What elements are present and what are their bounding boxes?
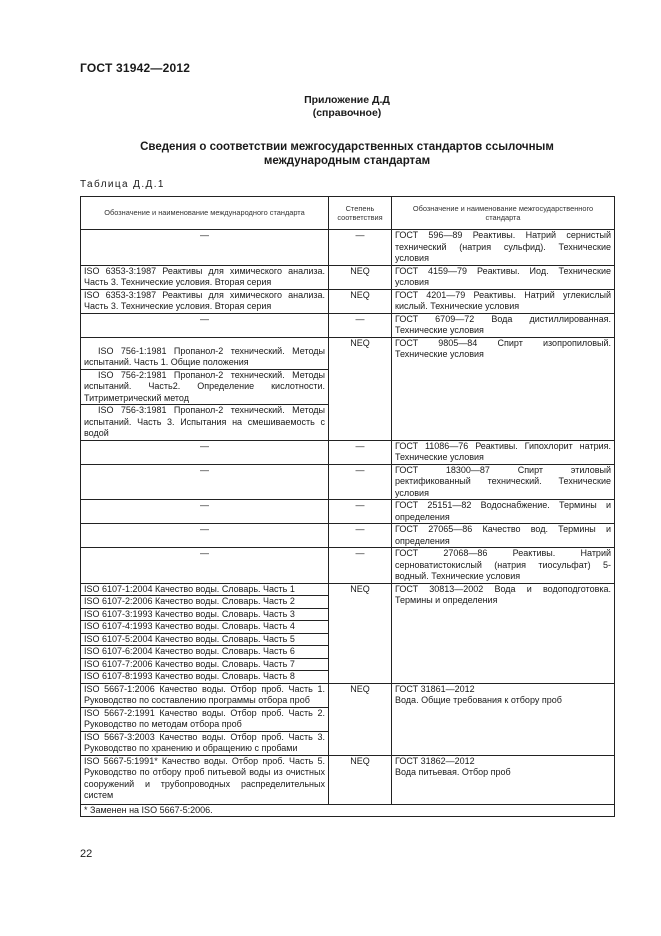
table-row (81, 683, 615, 707)
page-number: 22 (80, 848, 93, 860)
table-row (81, 230, 615, 266)
cell-interstate: ГОСТ 27068—86 Реактивы. Натрий серноватистокислый (натрия тиосульфат) 5-водный. Технические условия (392, 548, 615, 584)
cell-international: ISO 6107-2:2006 Качество воды. Словарь. Часть 2 (81, 596, 329, 609)
cell-interstate: ГОСТ 4201—79 Реактивы. Натрий углекислый кислый. Технические условия (392, 289, 615, 313)
header-interstate: Обозначение и наименование межгосударственного стандарта (392, 197, 615, 230)
appendix-subtitle: (справочное) (312, 107, 382, 119)
cell-degree: — (329, 440, 392, 464)
cell-international: ISO 5667-1:2006 Качество воды. Отбор проб. Часть 1. Руководство по составлению программы отбора проб (81, 683, 329, 707)
table-header-row (81, 197, 615, 230)
cell-interstate: ГОСТ 6709—72 Вода дистиллированная. Технические условия (392, 313, 615, 337)
cell-international: — (81, 500, 329, 524)
page-header-standard-code: ГОСТ 31942—2012 (80, 61, 191, 75)
cell-degree: — (329, 548, 392, 584)
cell-international: ISO 6107-4:1993 Качество воды. Словарь. Часть 4 (81, 621, 329, 634)
cell-international: — (81, 440, 329, 464)
cell-international: ISO 6107-6:2004 Качество воды. Словарь. Часть 6 (81, 646, 329, 659)
table-row (81, 500, 615, 524)
cell-international: ISO 756-2:1981 Пропанол-2 технический. Методы испытаний. Часть2. Определение кислотности. Титриметрический метод (81, 369, 329, 405)
interstate-title: Вода питьевая. Отбор проб (395, 767, 511, 777)
cell-international: ISO 6353-3:1987 Реактивы для химического анализа. Часть 3. Технические условия. Вторая серия (81, 265, 329, 289)
cell-interstate: ГОСТ 11086—76 Реактивы. Гипохлорит натрия. Технические условия (392, 440, 615, 464)
cell-international: ISO 756-1:1981 Пропанол-2 технический. Методы испытаний. Часть 1. Общие положения (81, 337, 329, 369)
table-row (81, 583, 615, 596)
table-row (81, 265, 615, 289)
table-row (81, 548, 615, 584)
cell-international: ISO 6107-5:2004 Качество воды. Словарь. Часть 5 (81, 633, 329, 646)
cell-degree: NEQ (329, 755, 392, 804)
cell-interstate: ГОСТ 27065—86 Качество вод. Термины и определения (392, 524, 615, 548)
table-row (81, 755, 615, 804)
header-degree: Степень соответствия (329, 197, 392, 230)
table-row (81, 289, 615, 313)
cell-degree: NEQ (329, 289, 392, 313)
cell-international: ISO 6107-8:1993 Качество воды. Словарь. Часть 8 (81, 671, 329, 684)
cell-international: — (81, 548, 329, 584)
cell-international: — (81, 464, 329, 500)
correspondence-table (80, 196, 615, 817)
table-label: Таблица Д.Д.1 (80, 179, 165, 190)
cell-degree: — (329, 524, 392, 548)
cell-degree: NEQ (329, 337, 392, 440)
interstate-title: Вода. Общие требования к отбору проб (395, 695, 562, 705)
cell-international: ISO 6353-3:1987 Реактивы для химического анализа. Часть 3. Технические условия. Вторая серия (81, 289, 329, 313)
cell-interstate: ГОСТ 30813—2002 Вода и водоподготовка. Термины и определения (392, 583, 615, 683)
appendix-title: Приложение Д.Д (304, 94, 390, 106)
cell-international: — (81, 313, 329, 337)
footnote-row (81, 804, 615, 817)
cell-degree: NEQ (329, 583, 392, 683)
table-row (81, 524, 615, 548)
cell-interstate: ГОСТ 9805—84 Спирт изопропиловый. Технические условия (392, 337, 615, 440)
cell-degree: — (329, 230, 392, 266)
cell-international: ISO 5667-5:1991* Качество воды. Отбор проб. Часть 5. Руководство по отбору проб питьевой воды из очистных сооружений и трубопроводных распределительных систем (81, 755, 329, 804)
cell-international: ISO 756-3:1981 Пропанол-2 технический. Методы испытаний. Часть 3. Испытания на смешиваемость с водой (81, 405, 329, 441)
table-row (81, 464, 615, 500)
table-row (81, 313, 615, 337)
cell-interstate: ГОСТ 596—89 Реактивы. Натрий сернистый технический (натрия сульфид). Технические условия (392, 230, 615, 266)
cell-degree: NEQ (329, 265, 392, 289)
interstate-code: ГОСТ 31861—2012 (395, 683, 475, 694)
cell-international: ISO 6107-3:1993 Качество воды. Словарь. Часть 3 (81, 608, 329, 621)
cell-degree: — (329, 464, 392, 500)
cell-international: ISO 5667-2:1991 Качество воды. Отбор проб. Часть 2. Руководство по методам отбора проб (81, 707, 329, 731)
cell-interstate (392, 683, 615, 755)
document-title: Сведения о соответствии межгосударственных стандартов ссылочным международным стандартам (140, 141, 554, 167)
cell-international: — (81, 230, 329, 266)
table-row (81, 337, 615, 369)
cell-interstate (392, 755, 615, 804)
cell-degree: — (329, 313, 392, 337)
cell-interstate: ГОСТ 25151—82 Водоснабжение. Термины и определения (392, 500, 615, 524)
cell-international: ISO 6107-1:2004 Качество воды. Словарь. Часть 1 (81, 583, 329, 596)
cell-interstate: ГОСТ 4159—79 Реактивы. Иод. Технические условия (392, 265, 615, 289)
table-row (81, 440, 615, 464)
cell-international: ISO 5667-3:2003 Качество воды. Отбор проб. Часть 3. Руководство по хранению и обращению с пробами (81, 731, 329, 755)
cell-interstate: ГОСТ 18300—87 Спирт этиловый ректификованный технический. Технические условия (392, 464, 615, 500)
cell-degree: — (329, 500, 392, 524)
interstate-code: ГОСТ 31862—2012 (395, 755, 475, 766)
cell-international: — (81, 524, 329, 548)
footnote: * Заменен на ISO 5667-5:2006. (81, 804, 615, 817)
cell-international: ISO 6107-7:2006 Качество воды. Словарь. Часть 7 (81, 658, 329, 671)
header-international: Обозначение и наименование международного стандарта (81, 197, 329, 230)
cell-degree: NEQ (329, 683, 392, 755)
